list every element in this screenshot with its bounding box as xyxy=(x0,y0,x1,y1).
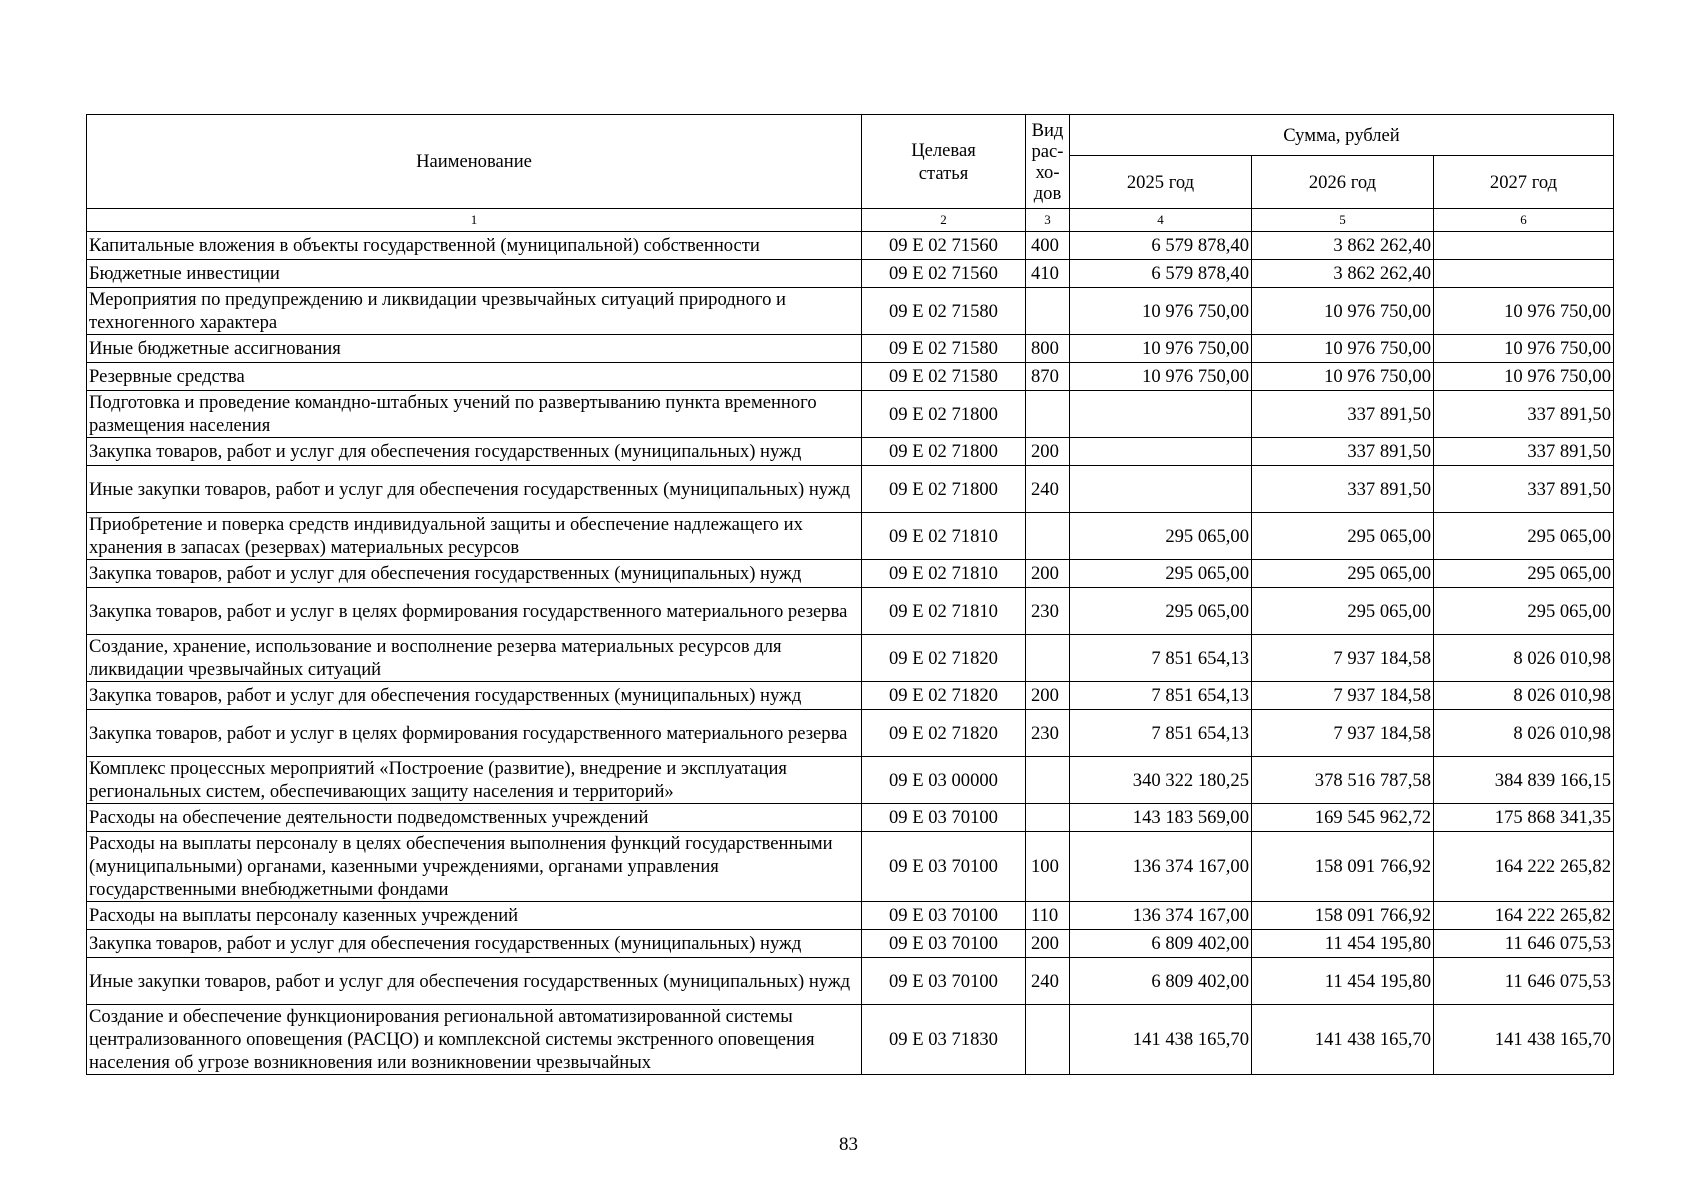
row-amount-2027: 384 839 166,15 xyxy=(1434,757,1614,804)
row-amount-2026: 295 065,00 xyxy=(1252,588,1434,635)
row-amount-2027: 337 891,50 xyxy=(1434,391,1614,438)
column-number: 2 xyxy=(862,209,1026,232)
row-expense-type: 230 xyxy=(1026,710,1070,757)
row-expense-type: 200 xyxy=(1026,682,1070,710)
header-sum: Сумма, рублей xyxy=(1070,115,1614,156)
row-expense-type: 200 xyxy=(1026,560,1070,588)
row-expense-type: 200 xyxy=(1026,930,1070,958)
row-target-article: 09 Е 02 71560 xyxy=(862,232,1026,260)
table-row xyxy=(87,588,1614,635)
header-year-2026: 2026 год xyxy=(1252,156,1434,209)
row-amount-2025: 136 374 167,00 xyxy=(1070,902,1252,930)
row-expense-type: 400 xyxy=(1026,232,1070,260)
table-row xyxy=(87,260,1614,288)
row-amount-2026: 295 065,00 xyxy=(1252,513,1434,560)
row-amount-2025: 6 809 402,00 xyxy=(1070,958,1252,1005)
row-amount-2027 xyxy=(1434,260,1614,288)
row-expense-type xyxy=(1026,513,1070,560)
row-amount-2025: 143 183 569,00 xyxy=(1070,804,1252,832)
column-number: 4 xyxy=(1070,209,1252,232)
row-target-article: 09 Е 02 71820 xyxy=(862,682,1026,710)
row-amount-2027 xyxy=(1434,232,1614,260)
row-expense-type: 230 xyxy=(1026,588,1070,635)
row-amount-2025 xyxy=(1070,466,1252,513)
row-amount-2025: 340 322 180,25 xyxy=(1070,757,1252,804)
column-number-row xyxy=(87,209,1614,232)
row-amount-2025: 295 065,00 xyxy=(1070,513,1252,560)
table-row xyxy=(87,958,1614,1005)
row-target-article: 09 Е 02 71820 xyxy=(862,635,1026,682)
table-row xyxy=(87,710,1614,757)
table-row xyxy=(87,930,1614,958)
row-target-article: 09 Е 02 71810 xyxy=(862,513,1026,560)
row-name: Расходы на выплаты персоналу казенных учреждений xyxy=(87,902,862,930)
row-amount-2027: 295 065,00 xyxy=(1434,560,1614,588)
row-amount-2025: 7 851 654,13 xyxy=(1070,710,1252,757)
table-row xyxy=(87,363,1614,391)
row-amount-2025 xyxy=(1070,391,1252,438)
header-target-article: Целевая статья xyxy=(862,115,1026,209)
row-name: Расходы на выплаты персоналу в целях обеспечения выполнения функций государственными (муниципальными) органами, казенными учреждениями, органами управления государственными внебюджетными фондами xyxy=(87,832,862,902)
row-expense-type: 110 xyxy=(1026,902,1070,930)
row-amount-2025: 10 976 750,00 xyxy=(1070,335,1252,363)
row-name: Резервные средства xyxy=(87,363,862,391)
row-amount-2026: 337 891,50 xyxy=(1252,438,1434,466)
row-target-article: 09 Е 03 71830 xyxy=(862,1005,1026,1075)
table-row xyxy=(87,335,1614,363)
table-row xyxy=(87,902,1614,930)
budget-table xyxy=(86,114,1614,1075)
row-amount-2026: 11 454 195,80 xyxy=(1252,958,1434,1005)
row-name: Создание, хранение, использование и восполнение резерва материальных ресурсов для ликвидации чрезвычайных ситуаций xyxy=(87,635,862,682)
table-row xyxy=(87,804,1614,832)
row-amount-2025: 6 579 878,40 xyxy=(1070,260,1252,288)
row-expense-type: 800 xyxy=(1026,335,1070,363)
row-amount-2027: 164 222 265,82 xyxy=(1434,832,1614,902)
row-name: Приобретение и поверка средств индивидуальной защиты и обеспечение надлежащего их хранения в запасах (резервах) материальных ресурсов xyxy=(87,513,862,560)
row-amount-2027: 8 026 010,98 xyxy=(1434,635,1614,682)
header-year-2025: 2025 год xyxy=(1070,156,1252,209)
row-target-article: 09 Е 03 70100 xyxy=(862,958,1026,1005)
row-amount-2025: 7 851 654,13 xyxy=(1070,682,1252,710)
row-target-article: 09 Е 02 71800 xyxy=(862,466,1026,513)
row-amount-2027: 11 646 075,53 xyxy=(1434,930,1614,958)
row-name: Закупка товаров, работ и услуг в целях формирования государственного материального резерва xyxy=(87,710,862,757)
row-name: Закупка товаров, работ и услуг в целях формирования государственного материального резерва xyxy=(87,588,862,635)
row-amount-2027: 164 222 265,82 xyxy=(1434,902,1614,930)
row-target-article: 09 Е 02 71820 xyxy=(862,710,1026,757)
row-expense-type: 100 xyxy=(1026,832,1070,902)
row-target-article: 09 Е 02 71560 xyxy=(862,260,1026,288)
row-target-article: 09 Е 03 70100 xyxy=(862,804,1026,832)
table-row xyxy=(87,438,1614,466)
row-amount-2027: 11 646 075,53 xyxy=(1434,958,1614,1005)
row-amount-2026: 378 516 787,58 xyxy=(1252,757,1434,804)
column-number: 5 xyxy=(1252,209,1434,232)
row-amount-2025: 295 065,00 xyxy=(1070,588,1252,635)
row-amount-2026: 3 862 262,40 xyxy=(1252,260,1434,288)
row-expense-type: 870 xyxy=(1026,363,1070,391)
row-amount-2027: 295 065,00 xyxy=(1434,513,1614,560)
row-name: Мероприятия по предупреждению и ликвидации чрезвычайных ситуаций природного и техногенного характера xyxy=(87,288,862,335)
header-name: Наименование xyxy=(87,115,862,209)
row-target-article: 09 Е 02 71810 xyxy=(862,560,1026,588)
table-row xyxy=(87,560,1614,588)
row-name: Создание и обеспечение функционирования региональной автоматизированной системы централизованного оповещения (РАСЦО) и комплексной системы экстренного оповещения населения об угрозе возникновения или возникновении чрезвычайных xyxy=(87,1005,862,1075)
row-target-article: 09 Е 02 71800 xyxy=(862,391,1026,438)
row-amount-2026: 3 862 262,40 xyxy=(1252,232,1434,260)
row-name: Иные закупки товаров, работ и услуг для обеспечения государственных (муниципальных) нужд xyxy=(87,466,862,513)
row-name: Иные закупки товаров, работ и услуг для обеспечения государственных (муниципальных) нужд xyxy=(87,958,862,1005)
table-row xyxy=(87,513,1614,560)
row-name: Закупка товаров, работ и услуг для обеспечения государственных (муниципальных) нужд xyxy=(87,682,862,710)
table-row xyxy=(87,232,1614,260)
row-amount-2027: 10 976 750,00 xyxy=(1434,288,1614,335)
row-target-article: 09 Е 02 71580 xyxy=(862,288,1026,335)
row-amount-2025: 10 976 750,00 xyxy=(1070,363,1252,391)
row-name: Бюджетные инвестиции xyxy=(87,260,862,288)
row-amount-2027: 8 026 010,98 xyxy=(1434,682,1614,710)
row-target-article: 09 Е 03 70100 xyxy=(862,832,1026,902)
table-row xyxy=(87,635,1614,682)
row-amount-2025: 6 809 402,00 xyxy=(1070,930,1252,958)
column-number: 6 xyxy=(1434,209,1614,232)
page-number: 83 xyxy=(839,1134,858,1155)
row-name: Расходы на обеспечение деятельности подведомственных учреждений xyxy=(87,804,862,832)
row-name: Подготовка и проведение командно-штабных учений по развертыванию пункта временного размещения населения xyxy=(87,391,862,438)
row-amount-2026: 141 438 165,70 xyxy=(1252,1005,1434,1075)
row-amount-2027: 10 976 750,00 xyxy=(1434,363,1614,391)
row-amount-2026: 10 976 750,00 xyxy=(1252,288,1434,335)
row-amount-2027: 8 026 010,98 xyxy=(1434,710,1614,757)
column-number: 1 xyxy=(87,209,862,232)
row-amount-2025: 10 976 750,00 xyxy=(1070,288,1252,335)
row-amount-2025: 136 374 167,00 xyxy=(1070,832,1252,902)
row-expense-type xyxy=(1026,757,1070,804)
row-amount-2025: 6 579 878,40 xyxy=(1070,232,1252,260)
row-amount-2026: 7 937 184,58 xyxy=(1252,682,1434,710)
row-amount-2026: 158 091 766,92 xyxy=(1252,902,1434,930)
table-row xyxy=(87,466,1614,513)
row-amount-2026: 7 937 184,58 xyxy=(1252,635,1434,682)
row-expense-type: 200 xyxy=(1026,438,1070,466)
row-amount-2026: 10 976 750,00 xyxy=(1252,363,1434,391)
row-expense-type xyxy=(1026,635,1070,682)
row-name: Иные бюджетные ассигнования xyxy=(87,335,862,363)
row-expense-type xyxy=(1026,391,1070,438)
row-name: Закупка товаров, работ и услуг для обеспечения государственных (муниципальных) нужд xyxy=(87,930,862,958)
row-target-article: 09 Е 03 70100 xyxy=(862,930,1026,958)
row-amount-2026: 10 976 750,00 xyxy=(1252,335,1434,363)
row-amount-2026: 337 891,50 xyxy=(1252,391,1434,438)
row-amount-2026: 295 065,00 xyxy=(1252,560,1434,588)
row-amount-2026: 7 937 184,58 xyxy=(1252,710,1434,757)
row-amount-2025: 141 438 165,70 xyxy=(1070,1005,1252,1075)
row-expense-type xyxy=(1026,1005,1070,1075)
row-name: Закупка товаров, работ и услуг для обеспечения государственных (муниципальных) нужд xyxy=(87,560,862,588)
row-amount-2027: 337 891,50 xyxy=(1434,466,1614,513)
row-amount-2025: 295 065,00 xyxy=(1070,560,1252,588)
row-amount-2027: 337 891,50 xyxy=(1434,438,1614,466)
table-row xyxy=(87,757,1614,804)
row-amount-2026: 11 454 195,80 xyxy=(1252,930,1434,958)
row-name: Капитальные вложения в объекты государственной (муниципальной) собственности xyxy=(87,232,862,260)
row-amount-2027: 10 976 750,00 xyxy=(1434,335,1614,363)
row-target-article: 09 Е 02 71580 xyxy=(862,335,1026,363)
row-name: Закупка товаров, работ и услуг для обеспечения государственных (муниципальных) нужд xyxy=(87,438,862,466)
header-year-2027: 2027 год xyxy=(1434,156,1614,209)
row-amount-2027: 175 868 341,35 xyxy=(1434,804,1614,832)
row-expense-type xyxy=(1026,288,1070,335)
row-expense-type: 240 xyxy=(1026,958,1070,1005)
row-amount-2026: 158 091 766,92 xyxy=(1252,832,1434,902)
row-name: Комплекс процессных мероприятий «Построение (развитие), внедрение и эксплуатация региональных систем, обеспечивающих защиту населения и территорий» xyxy=(87,757,862,804)
row-amount-2027: 141 438 165,70 xyxy=(1434,1005,1614,1075)
row-amount-2026: 169 545 962,72 xyxy=(1252,804,1434,832)
header-expense-type: Вид рас- хо- дов xyxy=(1026,115,1070,209)
table-row xyxy=(87,391,1614,438)
row-expense-type: 240 xyxy=(1026,466,1070,513)
row-amount-2025 xyxy=(1070,438,1252,466)
row-target-article: 09 Е 03 00000 xyxy=(862,757,1026,804)
row-amount-2025: 7 851 654,13 xyxy=(1070,635,1252,682)
column-number: 3 xyxy=(1026,209,1070,232)
row-target-article: 09 Е 02 71810 xyxy=(862,588,1026,635)
row-target-article: 09 Е 03 70100 xyxy=(862,902,1026,930)
row-amount-2027: 295 065,00 xyxy=(1434,588,1614,635)
row-expense-type: 410 xyxy=(1026,260,1070,288)
table-row xyxy=(87,832,1614,902)
table-row xyxy=(87,1005,1614,1075)
table-row xyxy=(87,288,1614,335)
row-target-article: 09 Е 02 71580 xyxy=(862,363,1026,391)
table-row xyxy=(87,682,1614,710)
row-amount-2026: 337 891,50 xyxy=(1252,466,1434,513)
row-expense-type xyxy=(1026,804,1070,832)
row-target-article: 09 Е 02 71800 xyxy=(862,438,1026,466)
